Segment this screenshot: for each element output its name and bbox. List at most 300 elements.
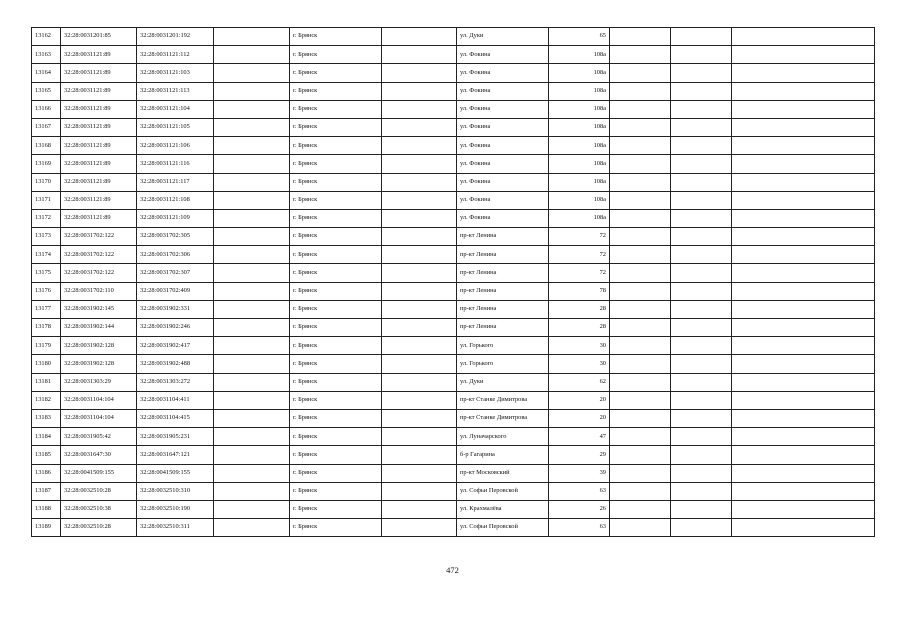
cell-empty bbox=[671, 173, 732, 191]
cell-empty bbox=[671, 391, 732, 409]
cell-empty bbox=[214, 209, 290, 227]
cell-house-number: 20 bbox=[549, 391, 610, 409]
cell-record-number: 13173 bbox=[32, 228, 61, 246]
cell-street: пр-кт Станке Димитрова bbox=[457, 409, 549, 427]
cell-empty bbox=[382, 46, 457, 64]
cell-empty bbox=[671, 118, 732, 136]
table-row bbox=[32, 500, 875, 518]
cell-empty bbox=[732, 209, 875, 227]
cell-record-number: 13166 bbox=[32, 100, 61, 118]
cell-empty bbox=[382, 246, 457, 264]
cell-street: пр-кт Московский bbox=[457, 464, 549, 482]
cell-empty bbox=[671, 100, 732, 118]
cell-empty bbox=[382, 355, 457, 373]
cell-parent-cadastral-number: 32:28:0031905:42 bbox=[61, 428, 137, 446]
cell-parent-cadastral-number: 32:28:0031702:110 bbox=[61, 282, 137, 300]
cell-empty bbox=[610, 209, 671, 227]
cell-locality: г. Брянск bbox=[290, 228, 382, 246]
cell-house-number: 72 bbox=[549, 246, 610, 264]
cell-cadastral-number: 32:28:0031702:409 bbox=[137, 282, 214, 300]
cell-empty bbox=[214, 246, 290, 264]
cell-record-number: 13168 bbox=[32, 137, 61, 155]
cell-empty bbox=[732, 228, 875, 246]
cell-record-number: 13171 bbox=[32, 191, 61, 209]
cell-cadastral-number: 32:28:0031121:116 bbox=[137, 155, 214, 173]
page-number: 472 bbox=[446, 565, 459, 575]
cell-empty bbox=[671, 319, 732, 337]
cell-locality: г. Брянск bbox=[290, 337, 382, 355]
cell-empty bbox=[382, 191, 457, 209]
table-row bbox=[32, 137, 875, 155]
cell-house-number: 30 bbox=[549, 337, 610, 355]
cell-record-number: 13184 bbox=[32, 428, 61, 446]
cell-cadastral-number: 32:28:0031905:231 bbox=[137, 428, 214, 446]
table-body bbox=[32, 28, 875, 537]
cell-cadastral-number: 32:28:0031702:305 bbox=[137, 228, 214, 246]
cell-empty bbox=[671, 282, 732, 300]
table-row bbox=[32, 155, 875, 173]
table-row bbox=[32, 464, 875, 482]
cell-empty bbox=[382, 28, 457, 46]
cell-empty bbox=[610, 173, 671, 191]
cell-record-number: 13164 bbox=[32, 64, 61, 82]
cell-empty bbox=[732, 173, 875, 191]
cell-street: пр-кт Ленина bbox=[457, 319, 549, 337]
cell-empty bbox=[382, 500, 457, 518]
cell-empty bbox=[732, 446, 875, 464]
cell-house-number: 108а bbox=[549, 64, 610, 82]
cell-record-number: 13163 bbox=[32, 46, 61, 64]
cell-empty bbox=[610, 64, 671, 82]
cell-empty bbox=[382, 319, 457, 337]
table-row bbox=[32, 100, 875, 118]
cell-empty bbox=[610, 191, 671, 209]
cell-empty bbox=[214, 155, 290, 173]
cell-empty bbox=[671, 464, 732, 482]
cell-empty bbox=[214, 100, 290, 118]
cell-locality: г. Брянск bbox=[290, 246, 382, 264]
cell-locality: г. Брянск bbox=[290, 64, 382, 82]
cell-empty bbox=[214, 137, 290, 155]
cell-street: пр-кт Ленина bbox=[457, 246, 549, 264]
cell-empty bbox=[610, 409, 671, 427]
cell-empty bbox=[610, 373, 671, 391]
cell-empty bbox=[214, 228, 290, 246]
cell-empty bbox=[671, 373, 732, 391]
cell-parent-cadastral-number: 32:28:0032510:28 bbox=[61, 482, 137, 500]
cell-locality: г. Брянск bbox=[290, 209, 382, 227]
cell-empty bbox=[610, 519, 671, 537]
cell-street: пр-кт Ленина bbox=[457, 300, 549, 318]
cell-empty bbox=[732, 137, 875, 155]
cell-record-number: 13169 bbox=[32, 155, 61, 173]
cell-empty bbox=[610, 246, 671, 264]
cell-cadastral-number: 32:28:0031303:272 bbox=[137, 373, 214, 391]
cell-cadastral-number: 32:28:0031902:331 bbox=[137, 300, 214, 318]
cell-empty bbox=[610, 28, 671, 46]
table-row bbox=[32, 373, 875, 391]
cell-record-number: 13170 bbox=[32, 173, 61, 191]
cell-empty bbox=[732, 264, 875, 282]
table-row bbox=[32, 337, 875, 355]
table-row bbox=[32, 64, 875, 82]
cell-empty bbox=[214, 428, 290, 446]
cell-locality: г. Брянск bbox=[290, 155, 382, 173]
table-row bbox=[32, 28, 875, 46]
cell-empty bbox=[671, 46, 732, 64]
cell-empty bbox=[610, 282, 671, 300]
cell-empty bbox=[382, 373, 457, 391]
cell-empty bbox=[610, 300, 671, 318]
cell-cadastral-number: 32:28:0031647:121 bbox=[137, 446, 214, 464]
cell-empty bbox=[610, 464, 671, 482]
cell-street: пр-кт Ленина bbox=[457, 264, 549, 282]
cell-locality: г. Брянск bbox=[290, 282, 382, 300]
cell-street: ул. Фокина bbox=[457, 100, 549, 118]
cell-empty bbox=[610, 446, 671, 464]
cell-house-number: 108а bbox=[549, 191, 610, 209]
cell-locality: г. Брянск bbox=[290, 355, 382, 373]
cell-locality: г. Брянск bbox=[290, 319, 382, 337]
cell-locality: г. Брянск bbox=[290, 300, 382, 318]
cell-locality: г. Брянск bbox=[290, 82, 382, 100]
cell-cadastral-number: 32:28:0031121:104 bbox=[137, 100, 214, 118]
cell-locality: г. Брянск bbox=[290, 409, 382, 427]
cell-cadastral-number: 32:28:0031121:108 bbox=[137, 191, 214, 209]
cell-empty bbox=[610, 137, 671, 155]
cell-empty bbox=[214, 300, 290, 318]
cell-locality: г. Брянск bbox=[290, 191, 382, 209]
cell-record-number: 13183 bbox=[32, 409, 61, 427]
cell-record-number: 13162 bbox=[32, 28, 61, 46]
cell-empty bbox=[671, 482, 732, 500]
cell-parent-cadastral-number: 32:28:0032510:28 bbox=[61, 519, 137, 537]
cell-empty bbox=[671, 446, 732, 464]
cell-empty bbox=[382, 446, 457, 464]
cell-empty bbox=[382, 337, 457, 355]
cell-cadastral-number: 32:28:0032510:310 bbox=[137, 482, 214, 500]
cell-house-number: 30 bbox=[549, 355, 610, 373]
cell-locality: г. Брянск bbox=[290, 464, 382, 482]
cell-empty bbox=[382, 391, 457, 409]
table-row bbox=[32, 428, 875, 446]
cell-street: ул. Фокина bbox=[457, 191, 549, 209]
table-row bbox=[32, 264, 875, 282]
cell-house-number: 47 bbox=[549, 428, 610, 446]
cell-empty bbox=[732, 391, 875, 409]
table-row bbox=[32, 319, 875, 337]
cell-parent-cadastral-number: 32:28:0031902:145 bbox=[61, 300, 137, 318]
cell-house-number: 108а bbox=[549, 118, 610, 136]
cell-empty bbox=[214, 373, 290, 391]
cell-empty bbox=[610, 500, 671, 518]
cell-street: ул. Фокина bbox=[457, 82, 549, 100]
table-row bbox=[32, 355, 875, 373]
cell-parent-cadastral-number: 32:28:0031303:29 bbox=[61, 373, 137, 391]
cell-empty bbox=[214, 482, 290, 500]
cell-cadastral-number: 32:28:0031702:306 bbox=[137, 246, 214, 264]
cell-empty bbox=[382, 428, 457, 446]
table-row bbox=[32, 118, 875, 136]
cell-empty bbox=[732, 519, 875, 537]
cell-locality: г. Брянск bbox=[290, 173, 382, 191]
cell-house-number: 65 bbox=[549, 28, 610, 46]
cell-empty bbox=[610, 46, 671, 64]
cell-empty bbox=[671, 355, 732, 373]
cell-empty bbox=[732, 482, 875, 500]
cell-parent-cadastral-number: 32:28:0031902:128 bbox=[61, 355, 137, 373]
cell-empty bbox=[214, 282, 290, 300]
cell-empty bbox=[382, 409, 457, 427]
cell-house-number: 63 bbox=[549, 519, 610, 537]
table-row bbox=[32, 173, 875, 191]
cell-parent-cadastral-number: 32:28:0041509:155 bbox=[61, 464, 137, 482]
cell-parent-cadastral-number: 32:28:0031104:104 bbox=[61, 409, 137, 427]
cell-record-number: 13187 bbox=[32, 482, 61, 500]
cell-empty bbox=[671, 228, 732, 246]
cell-street: ул. Софьи Перовской bbox=[457, 482, 549, 500]
cell-cadastral-number: 32:28:0041509:155 bbox=[137, 464, 214, 482]
cell-locality: г. Брянск bbox=[290, 100, 382, 118]
cell-cadastral-number: 32:28:0032510:190 bbox=[137, 500, 214, 518]
cell-parent-cadastral-number: 32:28:0031902:144 bbox=[61, 319, 137, 337]
cell-house-number: 20 bbox=[549, 409, 610, 427]
cell-cadastral-number: 32:28:0031121:103 bbox=[137, 64, 214, 82]
cell-house-number: 108а bbox=[549, 82, 610, 100]
cell-empty bbox=[732, 464, 875, 482]
cell-empty bbox=[214, 264, 290, 282]
cell-house-number: 28 bbox=[549, 300, 610, 318]
table-row bbox=[32, 246, 875, 264]
cell-empty bbox=[382, 482, 457, 500]
cell-empty bbox=[382, 228, 457, 246]
cell-empty bbox=[671, 191, 732, 209]
cell-street: ул. Фокина bbox=[457, 64, 549, 82]
cell-cadastral-number: 32:28:0031121:117 bbox=[137, 173, 214, 191]
table-row bbox=[32, 209, 875, 227]
cell-empty bbox=[610, 319, 671, 337]
cell-house-number: 29 bbox=[549, 446, 610, 464]
cell-cadastral-number: 32:28:0031121:106 bbox=[137, 137, 214, 155]
cell-empty bbox=[214, 519, 290, 537]
cell-empty bbox=[671, 137, 732, 155]
cell-street: пр-кт Ленина bbox=[457, 282, 549, 300]
cell-empty bbox=[610, 482, 671, 500]
cell-record-number: 13175 bbox=[32, 264, 61, 282]
cell-parent-cadastral-number: 32:28:0031702:122 bbox=[61, 264, 137, 282]
cell-house-number: 26 bbox=[549, 500, 610, 518]
cell-empty bbox=[732, 246, 875, 264]
table-row bbox=[32, 228, 875, 246]
cell-empty bbox=[671, 300, 732, 318]
table-row bbox=[32, 446, 875, 464]
cell-empty bbox=[214, 337, 290, 355]
cell-record-number: 13172 bbox=[32, 209, 61, 227]
cell-house-number: 72 bbox=[549, 228, 610, 246]
table-row bbox=[32, 282, 875, 300]
cell-parent-cadastral-number: 32:28:0031702:122 bbox=[61, 246, 137, 264]
cell-locality: г. Брянск bbox=[290, 391, 382, 409]
cell-record-number: 13167 bbox=[32, 118, 61, 136]
cell-street: ул. Горького bbox=[457, 355, 549, 373]
cell-record-number: 13174 bbox=[32, 246, 61, 264]
cell-empty bbox=[732, 428, 875, 446]
cell-parent-cadastral-number: 32:28:0031121:89 bbox=[61, 137, 137, 155]
cell-empty bbox=[382, 82, 457, 100]
cell-empty bbox=[671, 519, 732, 537]
table-row bbox=[32, 482, 875, 500]
cell-house-number: 108а bbox=[549, 173, 610, 191]
cell-empty bbox=[732, 46, 875, 64]
cell-empty bbox=[610, 428, 671, 446]
cell-empty bbox=[382, 173, 457, 191]
cell-cadastral-number: 32:28:0031902:246 bbox=[137, 319, 214, 337]
cell-locality: г. Брянск bbox=[290, 500, 382, 518]
table-row bbox=[32, 46, 875, 64]
cell-house-number: 108а bbox=[549, 209, 610, 227]
cell-empty bbox=[382, 100, 457, 118]
cell-empty bbox=[382, 137, 457, 155]
cell-cadastral-number: 32:28:0031121:109 bbox=[137, 209, 214, 227]
cell-empty bbox=[732, 337, 875, 355]
cell-parent-cadastral-number: 32:28:0032510:38 bbox=[61, 500, 137, 518]
cell-empty bbox=[214, 64, 290, 82]
cell-parent-cadastral-number: 32:28:0031121:89 bbox=[61, 191, 137, 209]
cell-record-number: 13178 bbox=[32, 319, 61, 337]
cell-empty bbox=[732, 64, 875, 82]
cell-empty bbox=[214, 82, 290, 100]
table-row bbox=[32, 391, 875, 409]
cell-empty bbox=[732, 155, 875, 173]
cell-street: ул. Горького bbox=[457, 337, 549, 355]
cell-empty bbox=[671, 28, 732, 46]
cell-empty bbox=[214, 409, 290, 427]
cell-empty bbox=[382, 264, 457, 282]
cell-locality: г. Брянск bbox=[290, 28, 382, 46]
cell-empty bbox=[671, 209, 732, 227]
cell-empty bbox=[671, 409, 732, 427]
cell-empty bbox=[671, 155, 732, 173]
cell-empty bbox=[732, 28, 875, 46]
cell-locality: г. Брянск bbox=[290, 46, 382, 64]
cell-empty bbox=[214, 319, 290, 337]
cell-parent-cadastral-number: 32:28:0031121:89 bbox=[61, 46, 137, 64]
cell-parent-cadastral-number: 32:28:0031121:89 bbox=[61, 82, 137, 100]
cell-empty bbox=[732, 300, 875, 318]
cell-record-number: 13177 bbox=[32, 300, 61, 318]
cell-empty bbox=[671, 428, 732, 446]
cell-empty bbox=[732, 100, 875, 118]
table-row bbox=[32, 519, 875, 537]
cell-record-number: 13189 bbox=[32, 519, 61, 537]
cell-parent-cadastral-number: 32:28:0031201:85 bbox=[61, 28, 137, 46]
cell-parent-cadastral-number: 32:28:0031104:104 bbox=[61, 391, 137, 409]
cell-locality: г. Брянск bbox=[290, 137, 382, 155]
table-row bbox=[32, 191, 875, 209]
cell-record-number: 13180 bbox=[32, 355, 61, 373]
cell-locality: г. Брянск bbox=[290, 519, 382, 537]
cell-cadastral-number: 32:28:0031902:488 bbox=[137, 355, 214, 373]
cell-empty bbox=[214, 118, 290, 136]
cell-empty bbox=[610, 100, 671, 118]
cell-cadastral-number: 32:28:0031121:105 bbox=[137, 118, 214, 136]
cell-empty bbox=[732, 82, 875, 100]
cell-empty bbox=[671, 337, 732, 355]
cell-empty bbox=[610, 337, 671, 355]
cell-empty bbox=[732, 500, 875, 518]
cell-empty bbox=[610, 228, 671, 246]
cell-empty bbox=[671, 82, 732, 100]
cell-empty bbox=[214, 46, 290, 64]
cell-house-number: 63 bbox=[549, 482, 610, 500]
cell-house-number: 108а bbox=[549, 137, 610, 155]
cell-house-number: 108а bbox=[549, 100, 610, 118]
cell-house-number: 62 bbox=[549, 373, 610, 391]
cell-record-number: 13179 bbox=[32, 337, 61, 355]
cell-empty bbox=[732, 282, 875, 300]
cell-locality: г. Брянск bbox=[290, 373, 382, 391]
cell-house-number: 39 bbox=[549, 464, 610, 482]
cell-empty bbox=[382, 282, 457, 300]
cell-empty bbox=[214, 500, 290, 518]
cell-empty bbox=[610, 391, 671, 409]
cell-locality: г. Брянск bbox=[290, 446, 382, 464]
cell-parent-cadastral-number: 32:28:0031121:89 bbox=[61, 100, 137, 118]
cell-empty bbox=[610, 155, 671, 173]
cell-parent-cadastral-number: 32:28:0031121:89 bbox=[61, 118, 137, 136]
cell-street: ул. Фокина bbox=[457, 155, 549, 173]
cell-cadastral-number: 32:28:0031104:415 bbox=[137, 409, 214, 427]
table-row bbox=[32, 409, 875, 427]
cell-record-number: 13165 bbox=[32, 82, 61, 100]
cell-street: ул. Фокина bbox=[457, 118, 549, 136]
cell-empty bbox=[610, 118, 671, 136]
cell-empty bbox=[214, 28, 290, 46]
cell-parent-cadastral-number: 32:28:0031121:89 bbox=[61, 209, 137, 227]
cell-empty bbox=[382, 64, 457, 82]
cell-empty bbox=[671, 500, 732, 518]
cell-locality: г. Брянск bbox=[290, 428, 382, 446]
cell-record-number: 13181 bbox=[32, 373, 61, 391]
cell-record-number: 13186 bbox=[32, 464, 61, 482]
cell-house-number: 28 bbox=[549, 319, 610, 337]
cell-cadastral-number: 32:28:0031121:112 bbox=[137, 46, 214, 64]
cell-cadastral-number: 32:28:0032510:311 bbox=[137, 519, 214, 537]
cell-empty bbox=[671, 246, 732, 264]
cell-street: ул. Крахмалёва bbox=[457, 500, 549, 518]
cell-parent-cadastral-number: 32:28:0031702:122 bbox=[61, 228, 137, 246]
cell-street: ул. Луначарского bbox=[457, 428, 549, 446]
cell-cadastral-number: 32:28:0031702:307 bbox=[137, 264, 214, 282]
cell-empty bbox=[732, 319, 875, 337]
register-table bbox=[31, 27, 875, 537]
cell-empty bbox=[214, 173, 290, 191]
cell-locality: г. Брянск bbox=[290, 118, 382, 136]
cell-empty bbox=[214, 391, 290, 409]
cell-empty bbox=[382, 300, 457, 318]
cell-locality: г. Брянск bbox=[290, 482, 382, 500]
cell-empty bbox=[732, 118, 875, 136]
cell-street: пр-кт Ленина bbox=[457, 228, 549, 246]
cell-street: ул. Дуки bbox=[457, 28, 549, 46]
table-row bbox=[32, 82, 875, 100]
cell-street: ул. Дуки bbox=[457, 373, 549, 391]
cell-street: ул. Фокина bbox=[457, 209, 549, 227]
cell-street: ул. Фокина bbox=[457, 46, 549, 64]
cell-empty bbox=[732, 373, 875, 391]
cell-house-number: 108а bbox=[549, 155, 610, 173]
cell-cadastral-number: 32:28:0031104:411 bbox=[137, 391, 214, 409]
